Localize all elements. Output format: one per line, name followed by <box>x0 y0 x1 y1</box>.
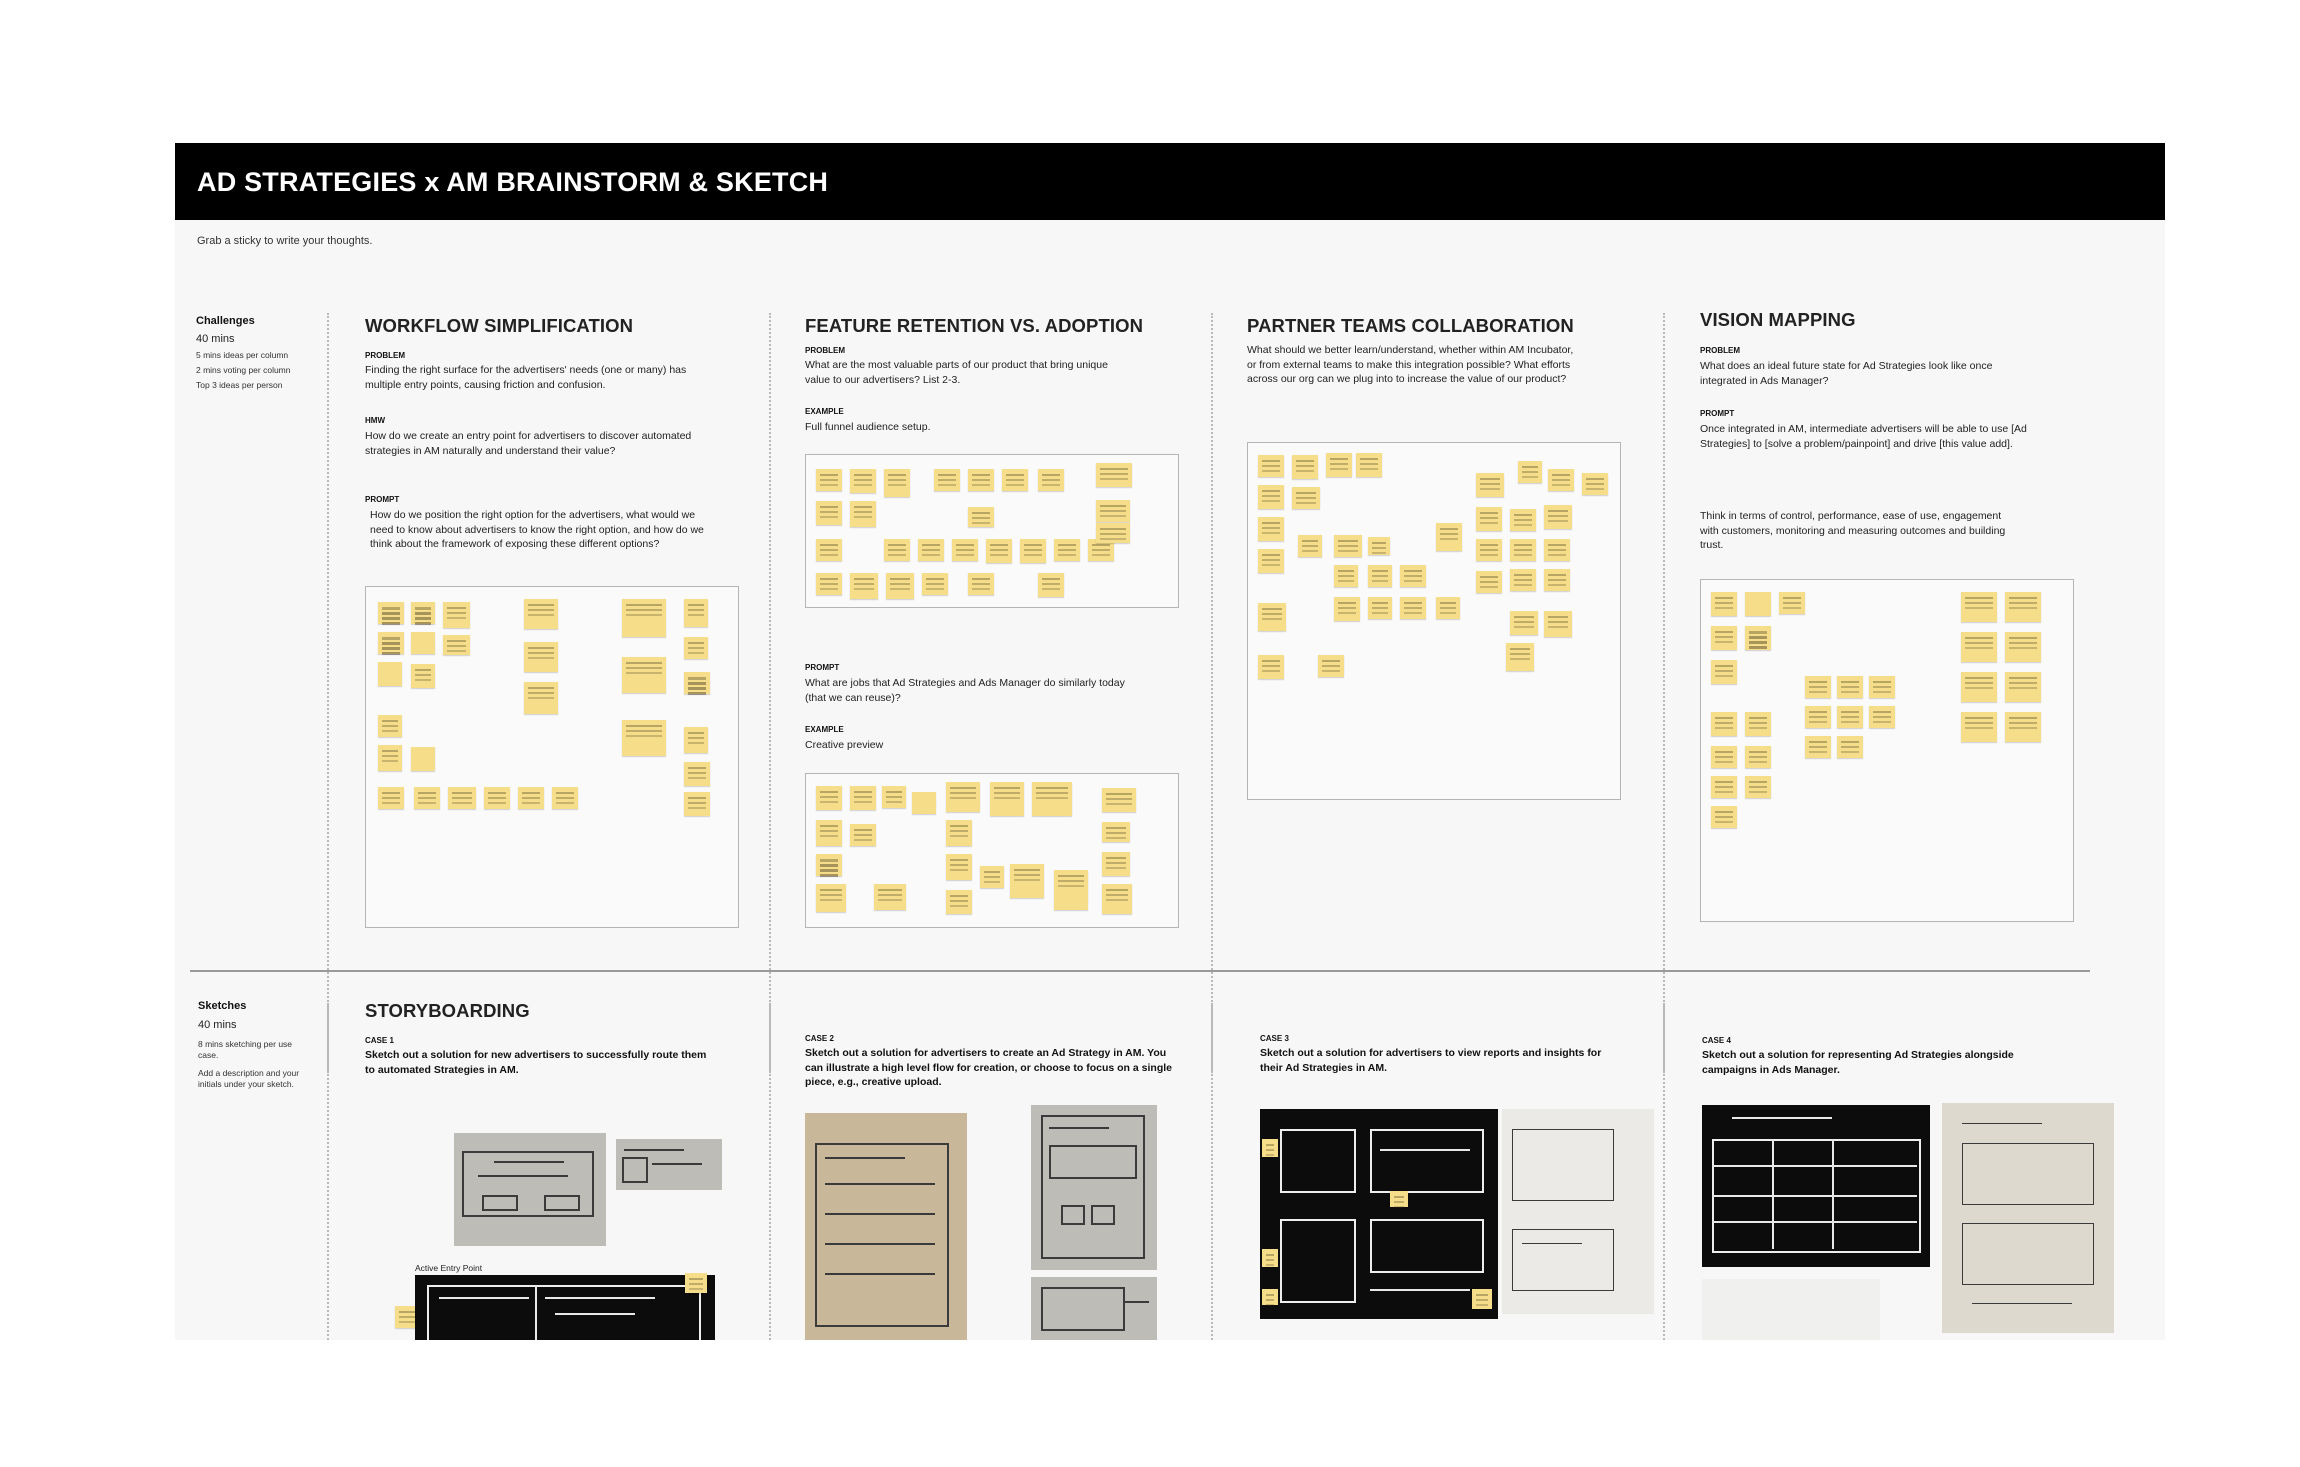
sketch-stroke <box>1972 1303 2072 1304</box>
sketch-frame <box>1041 1287 1125 1331</box>
workflow-title: WORKFLOW SIMPLIFICATION <box>365 315 634 336</box>
vision-sticky-area[interactable] <box>1700 579 2074 922</box>
partner-sticky-area[interactable] <box>1247 442 1621 800</box>
retention-sticky-area-1[interactable] <box>805 454 1179 608</box>
retention-example-label: EXAMPLE <box>805 407 844 416</box>
workflow-hmw-label: HMW <box>365 416 385 425</box>
sketch-frame <box>1962 1143 2094 1205</box>
retention-example2-label: EXAMPLE <box>805 725 844 734</box>
sketch-stroke <box>825 1157 905 1159</box>
sticky-note[interactable] <box>1837 736 1863 758</box>
banner <box>175 143 2165 220</box>
sketch-stroke <box>825 1273 935 1275</box>
sticky-note[interactable] <box>1476 473 1504 497</box>
sketch-stroke <box>555 1313 635 1315</box>
workflow-prompt: How do we position the right option for the advertisers, what would we need to know about advertisers to know the right option, and how do we think about the framework of exposing these different options? <box>370 509 704 550</box>
case3-label: CASE 3 <box>1260 1034 1289 1043</box>
sticky-note[interactable] <box>1476 507 1502 531</box>
sketch-frame <box>1370 1129 1484 1193</box>
sketch-stroke <box>1370 1289 1470 1291</box>
column-divider <box>1211 1003 1213 1340</box>
sketch-photo[interactable] <box>1031 1277 1157 1340</box>
sticky-note[interactable] <box>1102 822 1130 842</box>
sticky-note[interactable] <box>912 792 936 814</box>
column-divider <box>327 313 329 1073</box>
case1-label: CASE 1 <box>365 1036 394 1045</box>
sticky-note[interactable] <box>378 715 402 737</box>
case2-text: Sketch out a solution for advertisers to create an Ad Strategy in AM. You can illustrate a high level flow for creation, or choose to focus on a single piece, e.g., creative upload. <box>805 1047 1172 1088</box>
sticky-note[interactable] <box>1476 539 1502 561</box>
workflow-sticky-area[interactable] <box>365 586 739 928</box>
sticky-note[interactable] <box>378 662 402 686</box>
sticky-note[interactable] <box>1292 487 1320 509</box>
column-divider <box>769 1003 771 1340</box>
storyboarding-title: STORYBOARDING <box>365 1000 530 1021</box>
sticky-note[interactable] <box>1711 712 1737 736</box>
vision-problem: What does an ideal future state for Ad Strategies look like once integrated in Ads Manager? <box>1700 360 1993 387</box>
sticky-note[interactable] <box>1544 611 1572 637</box>
sticky-note[interactable] <box>922 573 948 595</box>
sticky-note[interactable] <box>850 824 876 846</box>
challenges-duration: 40 mins <box>196 333 235 345</box>
column-divider <box>1211 313 1213 1073</box>
sketch-stroke <box>1522 1243 1582 1244</box>
sticky-note[interactable] <box>918 539 944 561</box>
vision-prompt-label: PROMPT <box>1700 409 1735 418</box>
sticky-note[interactable] <box>1472 1289 1492 1309</box>
sticky-note[interactable] <box>1032 782 1072 816</box>
retention-example2: Creative preview <box>805 739 884 751</box>
sticky-note[interactable] <box>884 469 910 497</box>
challenges-note: 2 mins voting per column <box>196 365 291 375</box>
sticky-note[interactable] <box>1476 571 1502 593</box>
sketch-frame <box>1280 1219 1356 1303</box>
sticky-note[interactable] <box>1334 597 1360 621</box>
sticky-note[interactable] <box>1262 1139 1278 1157</box>
sketch-photo[interactable] <box>805 1113 967 1340</box>
sticky-note[interactable] <box>1258 655 1284 679</box>
sticky-note[interactable] <box>1368 565 1392 587</box>
sticky-note[interactable] <box>1400 565 1426 587</box>
retention-example: Full funnel audience setup. <box>805 421 931 433</box>
sticky-note[interactable] <box>1961 712 1997 742</box>
sticky-note[interactable] <box>684 672 710 694</box>
sketch-photo[interactable] <box>1260 1109 1498 1319</box>
sticky-note[interactable] <box>378 745 402 771</box>
sketches-duration: 40 mins <box>198 1019 237 1031</box>
retention-prompt: What are jobs that Ad Strategies and Ads Manager do similarly today (that we can reuse)? <box>805 677 1125 704</box>
sketch-stroke <box>1712 1221 1917 1223</box>
sticky-note[interactable] <box>443 635 470 655</box>
sticky-note[interactable] <box>1020 539 1046 563</box>
sticky-note[interactable] <box>934 469 960 491</box>
sticky-note[interactable] <box>1510 611 1538 635</box>
sketch-stroke <box>1772 1139 1774 1249</box>
sticky-note[interactable] <box>443 602 470 628</box>
sticky-note[interactable] <box>684 637 708 659</box>
vision-problem-label: PROBLEM <box>1700 346 1740 355</box>
sticky-note[interactable] <box>411 747 435 771</box>
sticky-note[interactable] <box>1010 864 1044 898</box>
partner-body: What should we better learn/understand, whether within AM Incubator, or from external teams to make this integration possible? What efforts across our org can we plug into to increase the value of our product? <box>1247 344 1574 385</box>
sticky-note[interactable] <box>1548 469 1574 491</box>
whiteboard-canvas[interactable] <box>175 143 2165 1340</box>
sticky-note[interactable] <box>1258 455 1284 477</box>
sticky-note[interactable] <box>1096 500 1130 522</box>
sticky-note[interactable] <box>684 762 710 786</box>
sketch-frame <box>1061 1205 1085 1225</box>
sticky-note[interactable] <box>518 787 544 809</box>
sketch-button <box>544 1195 580 1211</box>
sticky-note[interactable] <box>816 539 842 561</box>
sketch-stroke <box>825 1243 935 1245</box>
vision-prompt: Once integrated in AM, intermediate advertisers will be able to use [Ad Strategies] to [solve a problem/painpoint] and drive [this value add]. <box>1700 423 2027 450</box>
sticky-note[interactable] <box>850 573 878 599</box>
sticky-note[interactable] <box>816 573 842 595</box>
challenges-note: 5 mins ideas per column <box>196 350 289 360</box>
sticky-note[interactable] <box>1779 592 1805 614</box>
sticky-note[interactable] <box>411 632 435 654</box>
sticky-note[interactable] <box>1711 660 1737 684</box>
vision-title: VISION MAPPING <box>1700 309 1856 330</box>
sticky-note[interactable] <box>1805 676 1831 698</box>
sticky-note[interactable] <box>850 501 876 527</box>
sticky-note[interactable] <box>1334 535 1362 557</box>
column-divider <box>327 1003 329 1340</box>
sticky-note[interactable] <box>850 469 876 493</box>
sticky-note[interactable] <box>411 602 435 624</box>
vision-think: Think in terms of control, performance, ease of use, engagement with customers, monitoring and measuring outcomes and building trust. <box>1700 510 2006 551</box>
sticky-note[interactable] <box>816 884 846 912</box>
sketch-frame <box>1962 1223 2094 1285</box>
sticky-note[interactable] <box>1711 592 1737 616</box>
sticky-note[interactable] <box>1745 746 1771 768</box>
sketch-photo[interactable] <box>454 1133 606 1246</box>
sticky-note[interactable] <box>946 890 972 914</box>
sticky-note[interactable] <box>1436 597 1460 619</box>
sticky-note[interactable] <box>1368 597 1392 619</box>
sticky-note[interactable] <box>1334 565 1358 587</box>
sticky-note[interactable] <box>1436 523 1462 551</box>
sticky-note[interactable] <box>1711 746 1737 768</box>
sketch-stroke <box>494 1161 564 1163</box>
sticky-note[interactable] <box>1262 1249 1278 1267</box>
workflow-hmw: How do we create an entry point for advertisers to discover automated strategies in AM naturally and understand their value? <box>365 430 692 457</box>
sketch-frame <box>1049 1145 1137 1179</box>
sticky-note[interactable] <box>1869 706 1895 728</box>
sticky-note[interactable] <box>1096 463 1132 487</box>
sticky-note[interactable] <box>484 787 510 809</box>
sketch-stroke <box>1732 1117 1832 1119</box>
sketch-stroke <box>478 1175 568 1177</box>
sticky-note[interactable] <box>1745 592 1771 616</box>
sketches-note-1: 8 mins sketching per use case. <box>198 1039 293 1060</box>
sticky-note[interactable] <box>524 682 558 714</box>
sticky-note[interactable] <box>1258 549 1284 573</box>
case1-caption: Active Entry Point <box>415 1263 483 1273</box>
sketch-frame <box>1512 1229 1614 1291</box>
sticky-note[interactable] <box>882 786 906 808</box>
intro-text: Grab a sticky to write your thoughts. <box>197 235 373 247</box>
sticky-note[interactable] <box>1711 806 1737 828</box>
sticky-note[interactable] <box>378 602 404 624</box>
sticky-note[interactable] <box>816 820 842 846</box>
sticky-note[interactable] <box>1356 453 1382 477</box>
sticky-note[interactable] <box>968 573 994 595</box>
sticky-note[interactable] <box>816 501 842 525</box>
sticky-note[interactable] <box>1054 870 1088 910</box>
sketch-stroke <box>1125 1301 1149 1303</box>
sticky-note[interactable] <box>1390 1191 1408 1207</box>
column-divider <box>1663 1003 1665 1340</box>
sticky-note[interactable] <box>968 507 994 527</box>
workflow-problem: Finding the right surface for the advertisers' needs (one or many) has multiple entry points, causing friction and confusion. <box>365 364 687 391</box>
sticky-note[interactable] <box>378 632 404 654</box>
case2-label: CASE 2 <box>805 1034 834 1043</box>
section-divider <box>190 970 2090 972</box>
sketch-frame <box>815 1143 949 1327</box>
workflow-problem-label: PROBLEM <box>365 351 405 360</box>
sticky-note[interactable] <box>1961 592 1997 622</box>
sketch-stroke <box>535 1285 537 1340</box>
sticky-note[interactable] <box>1292 455 1318 479</box>
sketch-stroke <box>1962 1123 2042 1124</box>
sketch-photo[interactable] <box>1942 1103 2114 1333</box>
sticky-note[interactable] <box>684 599 708 627</box>
sticky-note[interactable] <box>1258 485 1284 509</box>
sticky-note[interactable] <box>378 787 404 809</box>
workflow-prompt-label: PROMPT <box>365 495 400 504</box>
case4-label: CASE 4 <box>1702 1036 1731 1045</box>
retention-problem-label: PROBLEM <box>805 346 845 355</box>
sticky-note[interactable] <box>1518 461 1542 483</box>
sticky-note[interactable] <box>1368 537 1390 555</box>
sticky-note[interactable] <box>952 539 978 561</box>
sticky-note[interactable] <box>2005 592 2041 622</box>
sketch-button <box>482 1195 518 1211</box>
sketch-photo[interactable] <box>1502 1109 1654 1314</box>
sketch-frame <box>1512 1129 1614 1201</box>
sticky-note[interactable] <box>1258 517 1284 541</box>
sticky-note[interactable] <box>414 787 440 809</box>
sticky-note[interactable] <box>946 782 980 812</box>
sticky-note[interactable] <box>1096 523 1130 543</box>
sticky-note[interactable] <box>1002 469 1028 491</box>
sticky-note[interactable] <box>1961 672 1997 702</box>
sticky-note[interactable] <box>411 664 435 688</box>
sticky-note[interactable] <box>1544 539 1570 561</box>
sketch-photo[interactable] <box>1031 1105 1157 1270</box>
case4-text: Sketch out a solution for representing Ad Strategies alongside campaigns in Ads Manager. <box>1702 1049 2014 1076</box>
sticky-note[interactable] <box>1506 643 1534 671</box>
sticky-note[interactable] <box>980 866 1004 888</box>
sticky-note[interactable] <box>1869 676 1895 698</box>
sticky-note[interactable] <box>1298 535 1322 557</box>
sticky-note[interactable] <box>1544 505 1572 529</box>
sticky-note[interactable] <box>622 599 666 637</box>
sketch-frame <box>622 1157 648 1183</box>
sticky-note[interactable] <box>1805 706 1831 728</box>
sticky-note[interactable] <box>1102 884 1132 914</box>
sticky-note[interactable] <box>622 657 666 693</box>
sticky-note[interactable] <box>990 782 1024 816</box>
sticky-note[interactable] <box>524 599 558 629</box>
sketch-stroke <box>1049 1127 1109 1129</box>
sketch-stroke <box>624 1149 684 1151</box>
sticky-note[interactable] <box>884 539 910 561</box>
sketch-stroke <box>825 1183 935 1185</box>
sticky-note[interactable] <box>1102 852 1130 876</box>
board-title: AD STRATEGIES x AM BRAINSTORM & SKETCH <box>197 167 829 197</box>
sticky-note[interactable] <box>685 1273 707 1293</box>
sticky-note[interactable] <box>1400 597 1426 619</box>
retention-problem: What are the most valuable parts of our product that bring unique value to our advertisers? List 2-3. <box>805 359 1108 386</box>
retention-sticky-area-2[interactable] <box>805 773 1179 928</box>
sketches-note-2: Add a description and your initials under your sketch. <box>198 1068 300 1089</box>
column-divider <box>1663 313 1665 1073</box>
sketch-photo[interactable] <box>616 1139 722 1190</box>
sticky-note[interactable] <box>1262 1289 1278 1305</box>
sticky-note[interactable] <box>2005 712 2041 742</box>
sticky-note[interactable] <box>874 884 906 910</box>
sketch-stroke <box>825 1213 935 1215</box>
sticky-note[interactable] <box>1745 626 1771 650</box>
sticky-note[interactable] <box>816 786 842 810</box>
sticky-note[interactable] <box>1326 453 1352 477</box>
sketch-stroke <box>1712 1195 1917 1197</box>
sketch-stroke <box>545 1297 655 1299</box>
sketches-heading: Sketches <box>198 1000 247 1012</box>
sketch-photo[interactable] <box>1702 1105 1930 1267</box>
retention-title: FEATURE RETENTION VS. ADOPTION <box>805 315 1144 336</box>
case1-text: Sketch out a solution for new advertisers to successfully route them to automated Strategies in AM. <box>365 1049 707 1076</box>
sketch-stroke <box>652 1163 702 1165</box>
sticky-note[interactable] <box>816 854 842 876</box>
sticky-note[interactable] <box>622 720 666 756</box>
retention-prompt-label: PROMPT <box>805 663 840 672</box>
sticky-note[interactable] <box>1544 569 1570 591</box>
sticky-note[interactable] <box>448 787 476 809</box>
sticky-note[interactable] <box>986 539 1012 563</box>
sticky-note[interactable] <box>1054 539 1080 561</box>
column-divider <box>769 313 771 1073</box>
sticky-note[interactable] <box>946 820 972 846</box>
sticky-note[interactable] <box>1510 509 1536 531</box>
sticky-note[interactable] <box>684 727 708 753</box>
sketch-stroke <box>1832 1139 1834 1249</box>
sticky-note[interactable] <box>1102 788 1136 812</box>
sticky-note[interactable] <box>1837 676 1863 698</box>
sticky-note[interactable] <box>1711 626 1737 650</box>
sticky-note[interactable] <box>1805 736 1831 758</box>
sticky-note[interactable] <box>1711 776 1737 798</box>
sketch-frame <box>1370 1219 1484 1273</box>
challenges-note: Top 3 ideas per person <box>196 380 283 390</box>
sticky-note[interactable] <box>850 786 876 810</box>
sketch-stroke <box>1712 1165 1917 1167</box>
sticky-note[interactable] <box>1038 469 1064 491</box>
sticky-note[interactable] <box>2005 632 2041 662</box>
sticky-note[interactable] <box>816 469 842 491</box>
sticky-note[interactable] <box>1961 632 1997 662</box>
sticky-note[interactable] <box>1745 712 1771 736</box>
sketch-frame <box>1041 1115 1145 1259</box>
sticky-note[interactable] <box>886 573 914 599</box>
sticky-note[interactable] <box>968 469 994 491</box>
sticky-note[interactable] <box>1745 776 1771 798</box>
challenges-notes <box>196 348 316 393</box>
sticky-note[interactable] <box>684 792 710 816</box>
sketch-frame <box>1091 1205 1115 1225</box>
sticky-note[interactable] <box>524 642 558 672</box>
sticky-note[interactable] <box>946 854 972 880</box>
sticky-note[interactable] <box>2005 672 2041 702</box>
sticky-note[interactable] <box>1582 473 1608 495</box>
sticky-note[interactable] <box>552 787 578 809</box>
challenges-heading: Challenges <box>196 315 255 327</box>
sticky-note[interactable] <box>1510 539 1536 561</box>
sticky-note[interactable] <box>1318 655 1344 677</box>
sketch-stroke <box>1380 1149 1470 1151</box>
sketch-stroke <box>439 1297 529 1299</box>
sketch-photo[interactable] <box>415 1275 715 1340</box>
sticky-note[interactable] <box>1837 706 1863 728</box>
case3-text: Sketch out a solution for advertisers to view reports and insights for their Ad Strategies in AM. <box>1260 1047 1602 1074</box>
sketch-frame <box>1280 1129 1356 1193</box>
partner-title: PARTNER TEAMS COLLABORATION <box>1247 315 1574 336</box>
sticky-note[interactable] <box>1038 573 1064 597</box>
sticky-note[interactable] <box>1510 569 1536 591</box>
sketch-photo[interactable] <box>1702 1279 1880 1340</box>
sticky-note[interactable] <box>1258 603 1286 631</box>
